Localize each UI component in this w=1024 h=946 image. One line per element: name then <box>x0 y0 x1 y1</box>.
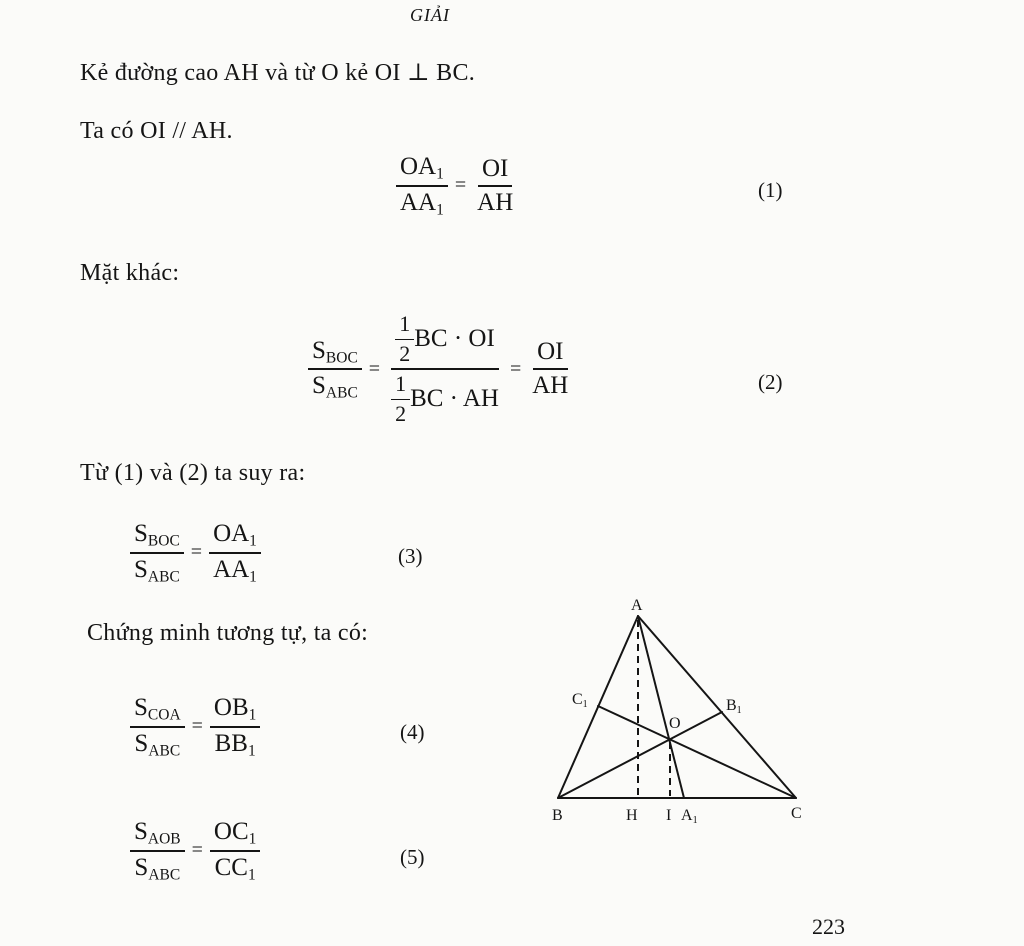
triangle-figure <box>540 590 830 830</box>
equation-5-number: (5) <box>400 845 425 869</box>
eq5-rhs-fraction: $\frac{OC_1}{CC_1}$ <box>210 818 260 883</box>
eq2-half-top: $\frac{1}{2}$ <box>395 312 414 366</box>
equation-1-number: (1) <box>758 178 783 202</box>
label-i: I <box>666 807 672 824</box>
equation-3: $\frac{S_{BOC}}{S_{ABC}}$ = $\frac{OA_1}{AA_1}$ <box>130 520 261 585</box>
eq2-lhs-fraction: $\frac{S_{BOC}}{S_{ABC}}$ <box>308 337 362 402</box>
eq4-lhs-fraction: $\frac{S_{COA}}{S_{ABC}}$ <box>130 694 185 759</box>
eq1-lhs-fraction: $\frac{OA_1}{AA_1}$ <box>396 153 448 218</box>
eq2-half-bottom: $\frac{1}{2}$ <box>391 372 410 426</box>
eq2-rhs-fraction: $\frac{OI}{AH}$ <box>532 338 569 400</box>
label-b: B <box>552 807 563 824</box>
equation-3-number: (3) <box>398 544 423 568</box>
label-a: A <box>631 597 643 614</box>
paragraph-on-the-other-hand: Mặt khác: <box>80 260 180 286</box>
label-o: O <box>669 715 681 732</box>
label-a1: A1 <box>681 807 698 826</box>
page-number: 223 <box>812 914 845 939</box>
label-b1: B1 <box>726 697 742 716</box>
equation-1: $\frac{OA_1}{AA_1}$ = $\frac{OI}{AH}$ <box>396 153 517 218</box>
label-h: H <box>626 807 638 824</box>
eq3-lhs-fraction: $\frac{S_{BOC}}{S_{ABC}}$ <box>130 520 184 585</box>
paragraph-deduce: Từ (1) và (2) ta suy ra: <box>80 460 306 486</box>
equation-4: $\frac{S_{COA}}{S_{ABC}}$ = $\frac{OB_1}{BB_1}$ <box>130 694 260 759</box>
equation-2-number: (2) <box>758 370 783 394</box>
eq4-rhs-fraction: $\frac{OB_1}{BB_1}$ <box>210 694 260 759</box>
paragraph-construction: Kẻ đường cao AH và từ O kẻ OI ⊥ BC. <box>80 60 476 86</box>
cevian-c-c1 <box>598 706 796 798</box>
label-c: C <box>791 805 802 822</box>
solution-heading: GIẢI <box>410 5 450 25</box>
equation-5: $\frac{S_{AOB}}{S_{ABC}}$ = $\frac{OC_1}{CC_1}$ <box>130 818 260 883</box>
eq2-middle-fraction: $\frac{1}{2}$ BC · OI $\frac{1}{2}$ BC · AH <box>387 312 503 427</box>
eq1-rhs-fraction: $\frac{OI}{AH}$ <box>477 154 514 216</box>
label-c1: C1 <box>572 691 588 710</box>
equation-2: $\frac{S_{BOC}}{S_{ABC}}$ = $\frac{1}{2}$ BC · OI $\frac{1}{2}$ BC · AH = $\frac{OI}{AH}$ <box>308 312 572 427</box>
eq5-lhs-fraction: $\frac{S_{AOB}}{S_{ABC}}$ <box>130 818 185 883</box>
paragraph-parallel: Ta có OI // AH. <box>80 118 233 144</box>
eq3-rhs-fraction: $\frac{OA_1}{AA_1}$ <box>209 520 261 585</box>
equation-4-number: (4) <box>400 720 425 744</box>
paragraph-similarly: Chứng minh tương tự, ta có: <box>87 620 369 646</box>
